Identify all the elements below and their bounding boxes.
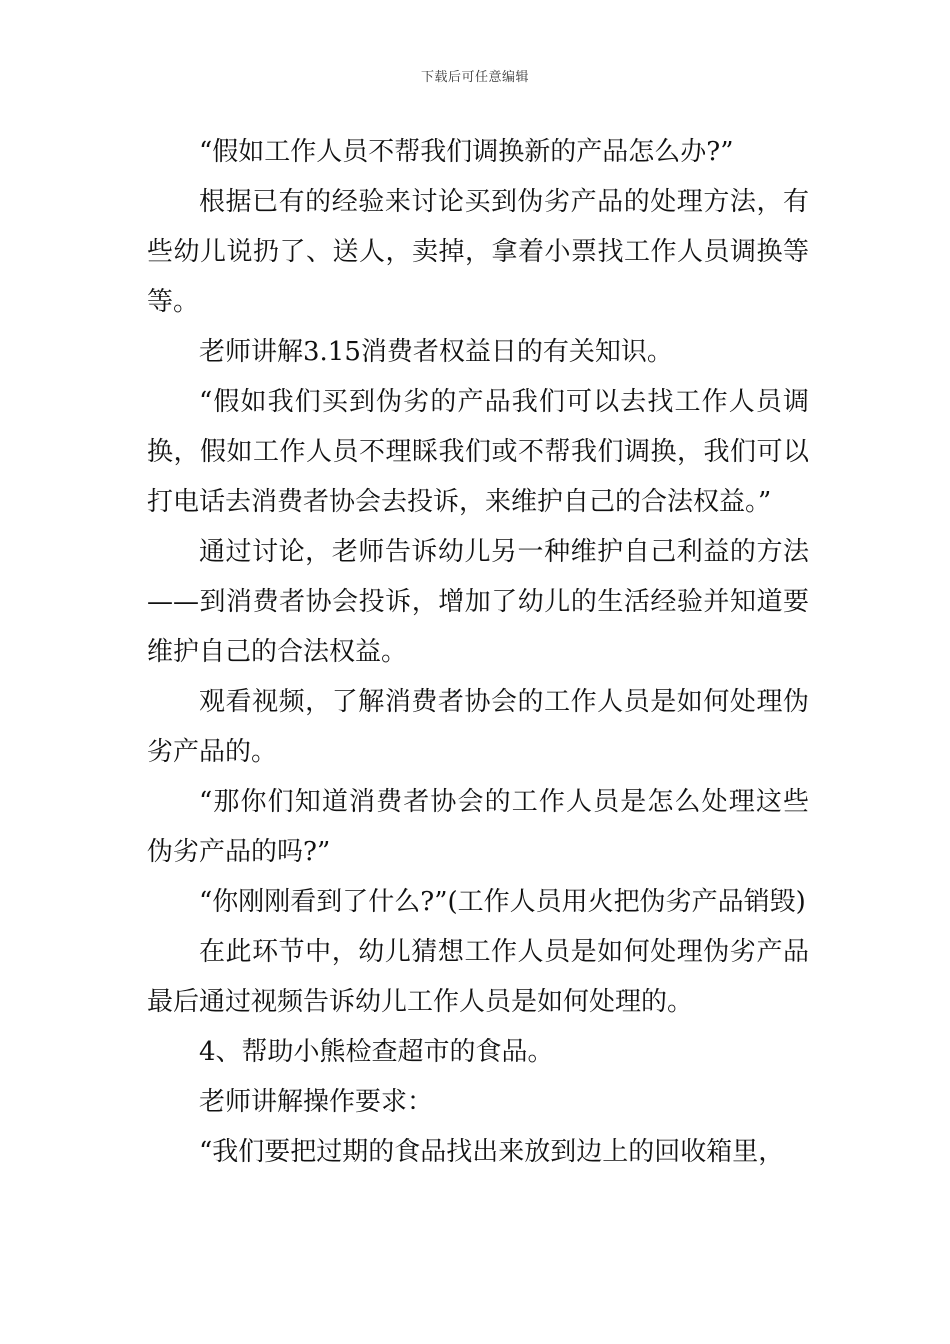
paragraph-question-handling: “那你们知道消费者协会的工作人员是怎么处理这些伪劣产品的吗?” (147, 787, 809, 867)
paragraph-step-4: 4、帮助小熊检查超市的食品。 (199, 1037, 554, 1067)
paragraph-expired-food: “我们要把过期的食品找出来放到边上的回收箱里， (199, 1137, 785, 1167)
paragraph-watch-video: 观看视频，了解消费者协会的工作人员是如何处理伪劣产品的。 (147, 687, 809, 767)
paragraph-question-exchange: “假如工作人员不帮我们调换新的产品怎么办?” (199, 137, 734, 167)
document-body (147, 127, 809, 1177)
paragraph-complaint-quote: “假如我们买到伪劣的产品我们可以去找工作人员调换，假如工作人员不理睬我们或不帮我们调换，我们可以打电话去消费者协会去投诉，来维护自己的合法权益。” (147, 387, 809, 517)
paragraph-requirements: 老师讲解操作要求： (199, 1087, 434, 1117)
paragraph-consumer-day: 老师讲解3.15消费者权益日的有关知识。 (199, 337, 673, 367)
paragraph-guess: 在此环节中，幼儿猜想工作人员是如何处理伪劣产品最后通过视频告诉幼儿工作人员是如何处理的。 (147, 937, 809, 1017)
paragraph-discussion: 根据已有的经验来讨论买到伪劣产品的处理方法，有些幼儿说扔了、送人，卖掉，拿着小票找工作人员调换等等。 (147, 187, 809, 317)
page-header: 下载后可任意编辑 (420, 70, 529, 85)
paragraph-question-seen: “你刚刚看到了什么?”(工作人员用火把伪劣产品销毁) (199, 887, 806, 917)
paragraph-teacher-explains: 通过讨论，老师告诉幼儿另一种维护自己利益的方法——到消费者协会投诉，增加了幼儿的生活经验并知道要维护自己的合法权益。 (147, 537, 809, 667)
